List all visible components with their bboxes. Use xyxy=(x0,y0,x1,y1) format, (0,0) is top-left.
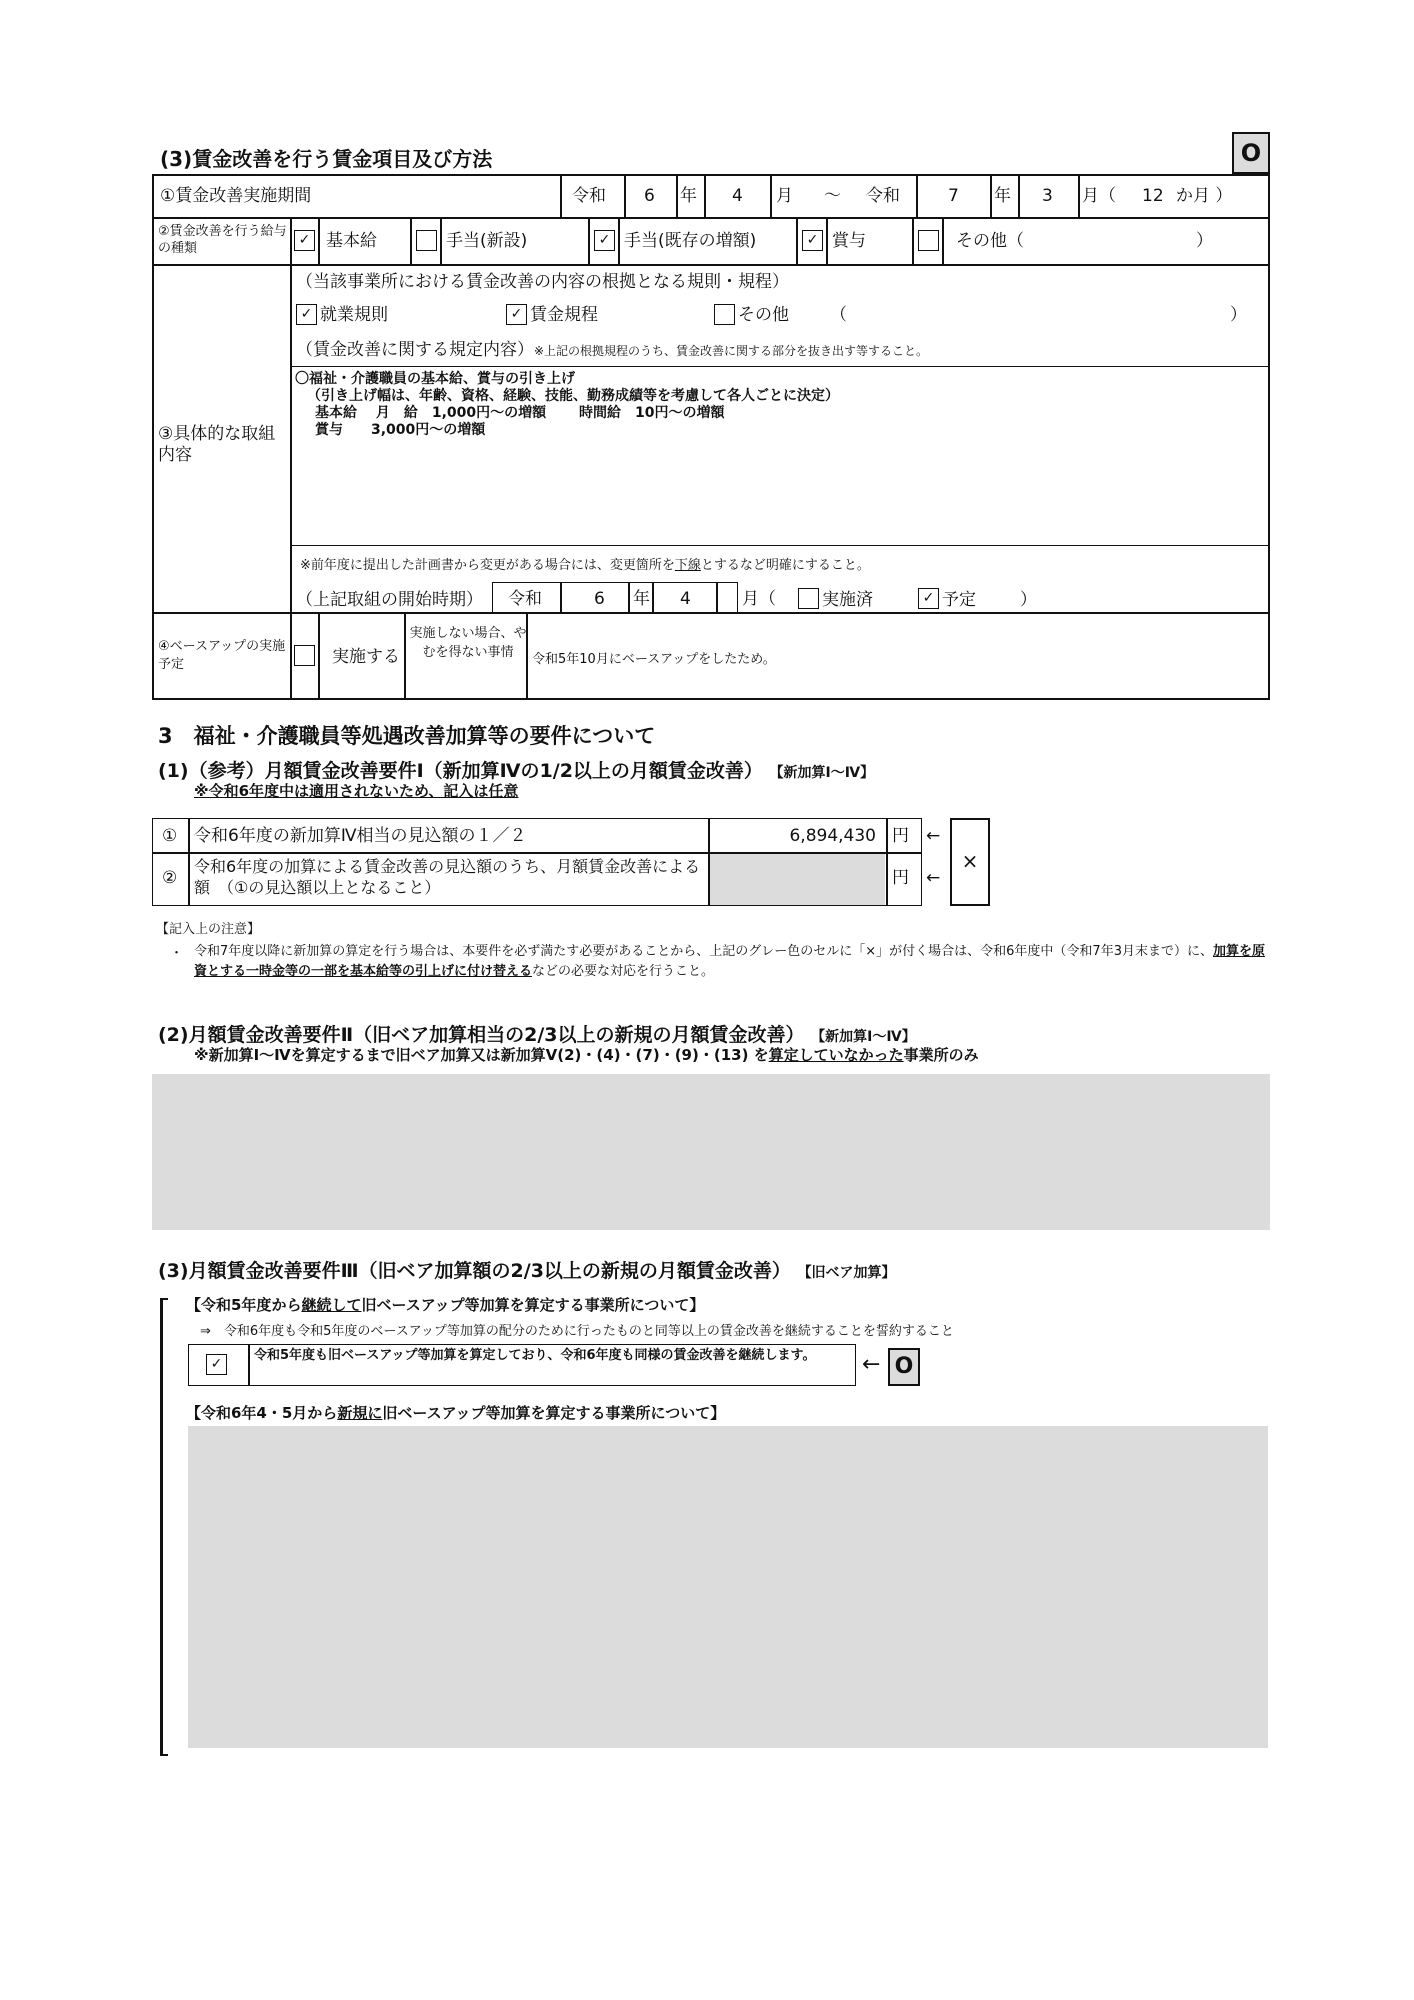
period-months-count: 12 xyxy=(1142,186,1164,206)
content-heading-text: （賃金改善に関する規定内容） xyxy=(296,340,534,360)
checkbox-planned[interactable]: ✓ xyxy=(918,588,939,609)
period-year-start: 6 xyxy=(644,186,655,206)
req1-row1-value: 6,894,430 xyxy=(789,826,876,846)
checkbox-continue-pledge[interactable]: ✓ xyxy=(206,1354,227,1375)
req3-title xyxy=(158,1256,896,1283)
note-text xyxy=(194,942,1270,982)
req1-row1-num: ① xyxy=(162,826,178,846)
wage-type-other-close: ） xyxy=(1196,231,1213,251)
rule-other-open: （ xyxy=(830,305,847,325)
req2-title-text: (2)月額賃金改善要件Ⅱ（旧ベア加算相当の2/3以上の新規の月額賃金改善） xyxy=(158,1024,805,1046)
req3-tag: 【旧ベア加算】 xyxy=(797,1265,896,1281)
checkbox-base-up[interactable] xyxy=(294,645,315,666)
rule-wage-rules: 賃金規程 xyxy=(530,305,598,325)
checkbox-work-rules[interactable]: ✓ xyxy=(296,304,317,325)
checkbox-wage-rules[interactable]: ✓ xyxy=(506,304,527,325)
req3-new-heading xyxy=(186,1402,725,1423)
wage-types-label: ②賃金改善を行う給与の種類 xyxy=(158,224,287,256)
req1-row1-unit: 円 xyxy=(892,826,909,846)
start-year: 6 xyxy=(594,589,605,609)
content-line-3: 基本給 月 給 1,000円～の増額 時間給 10円～の増額 xyxy=(315,405,725,421)
checkbox-bonus[interactable]: ✓ xyxy=(802,230,823,251)
status-implemented: 実施済 xyxy=(822,590,873,610)
period-month-end: 3 xyxy=(1042,186,1053,206)
wage-type-existing-allowance: 手当(既存の増額) xyxy=(624,231,757,251)
req3-cont-result: O xyxy=(888,1348,920,1386)
wage-type-new-allowance: 手当(新設) xyxy=(446,231,528,251)
req3-new-grayed-area xyxy=(188,1426,1268,1748)
rules-heading: （当該事業所における賃金改善の内容の根拠となる規則・規程） xyxy=(296,272,789,292)
start-month: 4 xyxy=(680,589,691,609)
checkbox-implemented[interactable] xyxy=(798,588,819,609)
req1-title-text: (1)（参考）月額賃金改善要件Ⅰ（新加算Ⅳの1/2以上の月額賃金改善） xyxy=(158,760,763,782)
checkbox-existing-allowance[interactable]: ✓ xyxy=(594,230,615,251)
rule-other: その他 xyxy=(738,305,789,325)
req2-subtitle-post: 事業所のみ xyxy=(903,1046,979,1064)
req3-cont-heading-pre: 【令和5年度から xyxy=(186,1296,302,1314)
period-year-end: 7 xyxy=(948,186,959,206)
period-month-unit-start: 月 xyxy=(776,186,793,206)
req2-subtitle-pre: ※新加算Ⅰ～Ⅳを算定するまで旧ベア加算又は新加算Ⅴ(2)・(4)・(7)・(9)・(13) を xyxy=(194,1046,769,1064)
change-note-pre: ※前年度に提出した計画書から変更がある場合には、変更箇所を xyxy=(300,558,675,573)
req1-row2-label: 令和6年度の加算による賃金改善の見込額のうち、月額賃金改善による額 （①の見込額以上となること） xyxy=(194,857,701,897)
change-note-post: とするなど明確にすること。 xyxy=(700,558,870,573)
req3-new-heading-underline: 新規に xyxy=(337,1404,383,1422)
start-era: 令和 xyxy=(508,589,542,609)
req1-tag: 【新加算Ⅰ～Ⅳ】 xyxy=(769,765,875,781)
req1-row2-value-cell[interactable] xyxy=(710,854,885,905)
req3-cont-heading xyxy=(186,1294,704,1315)
period-month-start: 4 xyxy=(732,186,743,206)
period-era-start: 令和 xyxy=(572,186,606,206)
period-year-unit-start: 年 xyxy=(680,186,697,206)
checkbox-other-wage[interactable] xyxy=(918,230,939,251)
base-up-reason: 令和5年10月にベースアップをしたため。 xyxy=(532,652,776,667)
content-heading xyxy=(296,340,928,361)
req2-grayed-area xyxy=(152,1074,1270,1230)
rule-other-close: ） xyxy=(1230,305,1247,325)
req1-row2-num: ② xyxy=(162,868,178,888)
section-title: (3)賃金改善を行う賃金項目及び方法 xyxy=(160,147,493,171)
checkbox-other-rule[interactable] xyxy=(714,304,735,325)
req1-row2-arrow: ← xyxy=(926,868,941,888)
req1-result: × xyxy=(950,818,990,906)
req3-cont-heading-underline: 継続して xyxy=(301,1296,362,1314)
period-months-unit: か月 ） xyxy=(1176,186,1233,206)
notes-heading: 【記入上の注意】 xyxy=(156,922,261,937)
req3-title-text: (3)月額賃金改善要件Ⅲ（旧ベア加算額の2/3以上の新規の月額賃金改善） xyxy=(158,1260,791,1282)
req1-row1-label: 令和6年度の新加算Ⅳ相当の見込額の１／２ xyxy=(194,826,527,846)
note-post: などの必要な対応を行うこと。 xyxy=(532,964,715,979)
wage-type-bonus: 賞与 xyxy=(832,231,866,251)
base-up-label: ④ベースアップの実施予定 xyxy=(158,639,286,672)
req2-tag: 【新加算Ⅰ～Ⅳ】 xyxy=(811,1029,916,1045)
checkbox-basic-pay[interactable]: ✓ xyxy=(294,230,315,251)
wage-type-other: その他（ xyxy=(956,231,1024,251)
content-line-4: 賞与 3,000円～の増額 xyxy=(315,422,486,438)
note-pre: 令和7年度以降に新加算の算定を行う場合は、本要件を必ず満たす必要があることから、上記のグレー色のセルに「×」が付く場合は、令和6年度中（令和7年3月末まで）に、 xyxy=(194,944,1213,959)
status-planned: 予定 xyxy=(942,590,976,610)
req2-subtitle-underline: 算定していなかった xyxy=(768,1046,904,1064)
base-up-option: 実施する xyxy=(332,647,400,667)
req1-row1-arrow: ← xyxy=(926,826,941,846)
wage-type-basic-pay: 基本給 xyxy=(326,231,377,251)
req3-new-heading-post: 旧ベースアップ等加算を算定する事業所について】 xyxy=(382,1404,726,1422)
req1-subtitle: ※令和6年度中は適用されないため、記入は任意 xyxy=(194,782,519,800)
req1-row2-unit: 円 xyxy=(892,868,909,888)
content-line-2: （引き上げ幅は、年齢、資格、経験、技能、勤務成績等を考慮して各人ごとに決定） xyxy=(307,388,839,404)
period-month-unit-end: 月（ xyxy=(1082,186,1116,206)
note-bullet: ・ xyxy=(170,946,184,961)
period-year-unit-end: 年 xyxy=(994,186,1011,206)
content-box[interactable] xyxy=(290,366,1270,546)
result-mark: O xyxy=(1232,132,1270,174)
bracket-line xyxy=(160,1298,163,1756)
req1-title xyxy=(158,756,874,783)
change-note-underline: 下線 xyxy=(674,558,701,573)
change-note xyxy=(300,556,870,576)
rule-work-rules: 就業規則 xyxy=(320,305,388,325)
checkbox-new-allowance[interactable] xyxy=(416,230,437,251)
req3-cont-arrow: ← xyxy=(862,1352,881,1377)
status-close: ） xyxy=(1020,590,1037,610)
start-year-unit: 年 xyxy=(633,589,650,609)
base-up-reason-label: 実施しない場合、やむを得ない事情 xyxy=(409,626,527,660)
content-line-1: 〇福祉・介護職員の基本給、賞与の引き上げ xyxy=(295,371,575,387)
start-month-unit: 月（ xyxy=(742,589,776,609)
req3-cont-statement: 令和5年度も旧ベースアップ等加算を算定しており、令和6年度も同様の賃金改善を継続します。 xyxy=(254,1348,816,1363)
content-heading-note: ※上記の根拠規程のうち、賃金改善に関する部分を抜き出す等すること。 xyxy=(534,344,929,358)
req3-cont-heading-post: 旧ベースアップ等加算を算定する事業所について】 xyxy=(361,1296,705,1314)
concrete-label: ③具体的な取組内容 xyxy=(158,424,276,465)
period-label: ①賃金改善実施期間 xyxy=(160,186,312,206)
start-label: （上記取組の開始時期） xyxy=(296,590,483,610)
req2-subtitle xyxy=(194,1044,979,1065)
period-era-end: 令和 xyxy=(866,186,900,206)
note-underline: 加算を原資とする一時金等の一部を基本給等の引上げに付け替える xyxy=(194,944,1265,979)
requirements-heading: 3 福祉・介護職員等処遇改善加算等の要件について xyxy=(158,724,656,748)
period-tilde: ～ xyxy=(824,186,841,206)
req2-title xyxy=(158,1020,916,1047)
req3-new-heading-pre: 【令和6年4・5月から xyxy=(186,1404,338,1422)
req3-cont-note: ⇒ 令和6年度も令和5年度のベースアップ等加算の配分のために行ったものと同等以上の賃金改善を継続することを誓約すること xyxy=(200,1324,954,1339)
